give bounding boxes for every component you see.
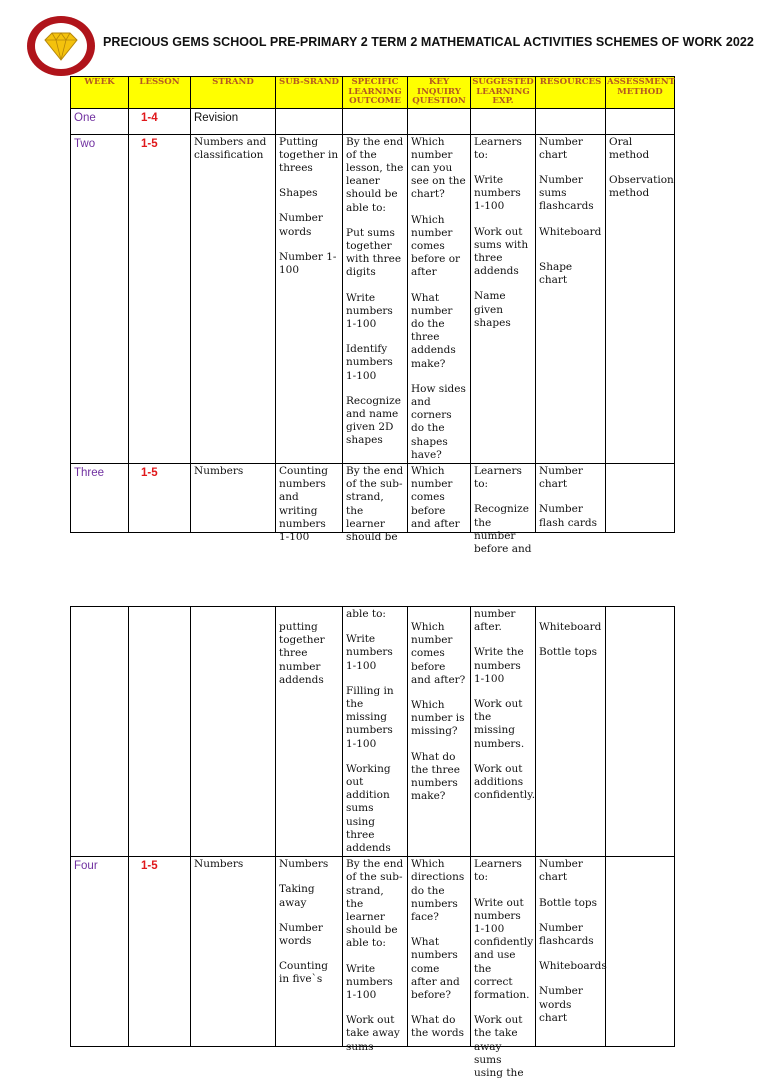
sub-strand-cell: Numbers Taking away Number words Counting in five`s (276, 857, 343, 1047)
experience-cell: Learners to: Write numbers 1-100 Work out sums with three addends Name given shapes (471, 134, 536, 463)
header-resources: RESOURCES (536, 77, 606, 109)
sub-strand-cell: Putting together in threes Shapes Number words Number 1-100 (276, 134, 343, 463)
question-cell: Which number comes before and after (408, 463, 471, 532)
schemes-table-page-1 (70, 76, 675, 555)
strand-cell: Revision (191, 108, 276, 134)
outcome-cell: By the end of the lesson, the leaner should be able to: Put sums together with three digits Write numbers 1-100 Identify numbers 1-100 Recognize and name given 2D shapes (343, 134, 408, 463)
header-outcome: SPECIFIC LEARNING OUTCOME (343, 77, 408, 109)
lesson-cell: 1-5 (129, 857, 191, 1047)
header-assessment: ASSESSMENT METHOD (606, 77, 675, 109)
week-cell: Three (71, 463, 129, 532)
header-sub-strand: SUB-SRAND (276, 77, 343, 109)
week-cell: Two (71, 134, 129, 463)
header-strand: STRAND (191, 77, 276, 109)
strand-cell: Numbers (191, 857, 276, 1047)
header-week: WEEK (71, 77, 129, 109)
resources-cell: Number chart Number flash cards (536, 463, 606, 532)
outcome-cell: By the end of the sub-strand, the learner should be able to: Write numbers 1-100 Work out take away sums (343, 857, 408, 1047)
table-row (71, 134, 675, 463)
question-cell: Which number comes before and after? Which number is missing? What do the three numbers make? (408, 607, 471, 857)
assessment-cell: Oral method Observation method (606, 134, 675, 463)
header-lesson: LESSON (129, 77, 191, 109)
document-title: PRECIOUS GEMS SCHOOL PRE-PRIMARY 2 TERM 2 MATHEMATICAL ACTIVITIES SCHEMES OF WORK 2022 (103, 35, 754, 49)
week-cell: One (71, 108, 129, 134)
experience-cell: number after. Write the numbers 1-100 Work out the missing numbers. Work out additions confidently. (471, 607, 536, 857)
resources-cell: Whiteboard Bottle tops (536, 607, 606, 857)
outcome-cell: able to: Write numbers 1-100 Filling in the missing numbers 1-100 Working out addition sums using three addends (343, 607, 408, 857)
table-row (71, 857, 675, 1047)
header-row (71, 77, 675, 109)
question-cell: Which directions do the numbers face? What numbers come after and before? What do the words (408, 857, 471, 1047)
schemes-table-page-2 (70, 606, 675, 1080)
question-cell: Which number can you see on the chart? Which number comes before or after What number do the three addends make? How sides and corners do the shapes have? (408, 134, 471, 463)
lesson-cell: 1-5 (129, 463, 191, 532)
lesson-cell: 1-4 (129, 108, 191, 134)
header-experience: SUGGESTED LEARNING EXP. (472, 77, 534, 106)
experience-cell: Learners to: Write out numbers 1-100 confidently and use the correct formation. Work out the take away sums using the (471, 857, 536, 1047)
school-logo (25, 14, 97, 78)
strand-cell: Numbers (191, 463, 276, 532)
experience-cell: Learners to: Recognize the number before and (471, 463, 536, 532)
lesson-cell: 1-5 (129, 134, 191, 463)
table-row (71, 607, 675, 857)
header-question: KEY INQUIRY QUESTION (408, 77, 471, 109)
table-row (71, 108, 675, 134)
sub-strand-cell: Counting numbers and writing numbers 1-100 (276, 463, 343, 532)
week-cell: Four (71, 857, 129, 1047)
table-row (71, 463, 675, 532)
strand-cell: Numbers and classification (191, 134, 276, 463)
sub-strand-cell: putting together three number addends (276, 607, 343, 857)
resources-cell: Number chart Bottle tops Number flashcards Whiteboards Number words chart (536, 857, 606, 1047)
outcome-cell: By the end of the sub-strand, the learner should be (343, 463, 408, 532)
resources-cell: Number chart Number sums flashcards Whiteboard Shape chart (536, 134, 606, 463)
